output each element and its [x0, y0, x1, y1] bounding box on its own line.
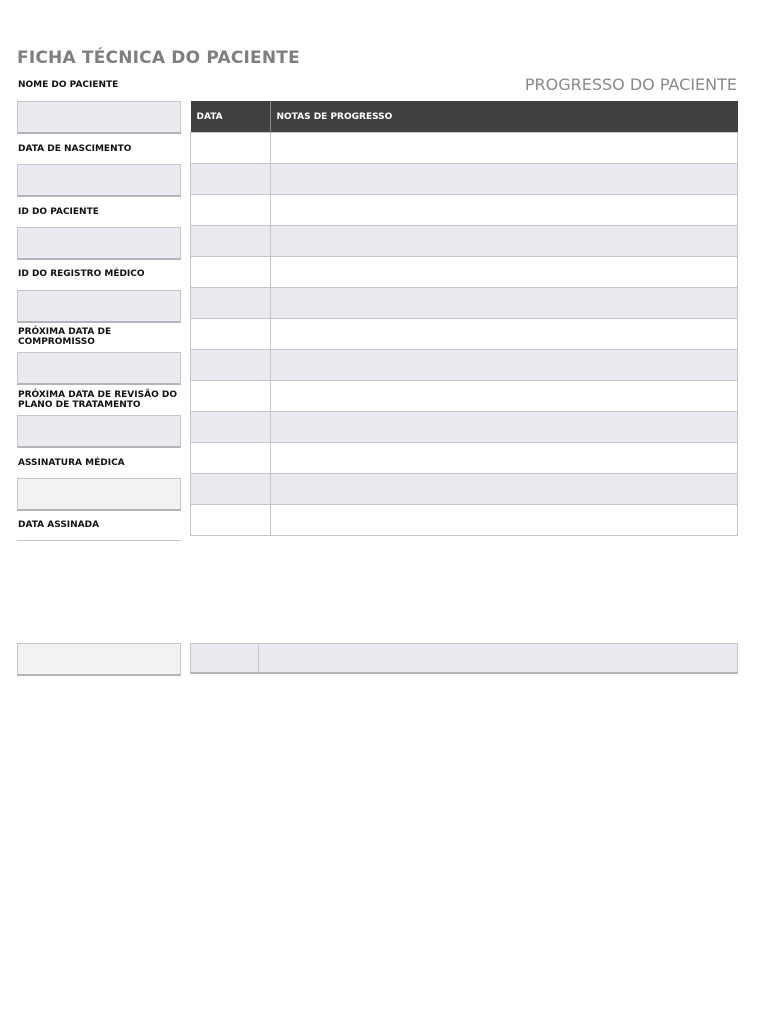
notes-cell[interactable] [270, 133, 738, 164]
notes-cell[interactable] [270, 381, 738, 412]
notes-cell[interactable] [270, 505, 738, 536]
medical-signature-field[interactable] [17, 478, 181, 511]
notes-cell[interactable] [270, 443, 738, 474]
table-row [191, 226, 738, 257]
progress-section-title: PROGRESSO DO PACIENTE [524, 75, 737, 94]
date-cell[interactable] [191, 474, 271, 505]
medical-record-id-field[interactable] [17, 290, 181, 323]
patient-name-field[interactable] [17, 101, 181, 134]
next-appointment-label: PRÓXIMA DATA DE COMPROMISSO [18, 327, 112, 347]
table-row [191, 381, 738, 412]
extra-field[interactable] [17, 643, 181, 676]
next-treatment-review-field[interactable] [17, 415, 181, 448]
signed-date-field[interactable] [17, 540, 181, 541]
table-row [191, 257, 738, 288]
medical-signature-label: ASSINATURA MÉDICA [18, 458, 125, 468]
date-cell[interactable] [191, 195, 271, 226]
date-cell[interactable] [191, 319, 271, 350]
patient-id-label: ID DO PACIENTE [18, 207, 99, 217]
notes-cell[interactable] [259, 644, 738, 674]
date-cell[interactable] [191, 288, 271, 319]
date-cell[interactable] [191, 381, 271, 412]
notes-cell[interactable] [270, 226, 738, 257]
notes-cell[interactable] [270, 164, 738, 195]
table-row [191, 412, 738, 443]
date-cell[interactable] [191, 505, 271, 536]
date-cell[interactable] [191, 133, 271, 164]
notes-cell[interactable] [270, 257, 738, 288]
table-row [191, 288, 738, 319]
table-row [191, 164, 738, 195]
date-cell[interactable] [191, 350, 271, 381]
date-cell[interactable] [191, 257, 271, 288]
birth-date-field[interactable] [17, 164, 181, 197]
table-row [191, 350, 738, 381]
next-appointment-field[interactable] [17, 352, 181, 385]
column-header-notes: NOTAS DE PROGRESSO [270, 101, 738, 133]
progress-table [190, 101, 738, 536]
table-row [191, 195, 738, 226]
table-row [191, 474, 738, 505]
signed-date-label: DATA ASSINADA [18, 520, 100, 530]
date-cell[interactable] [191, 443, 271, 474]
notes-cell[interactable] [270, 319, 738, 350]
notes-cell[interactable] [270, 288, 738, 319]
medical-record-id-label: ID DO REGISTRO MÉDICO [18, 269, 145, 279]
patient-name-label: NOME DO PACIENTE [18, 80, 119, 90]
notes-cell[interactable] [270, 350, 738, 381]
notes-cell[interactable] [270, 412, 738, 443]
table-row [191, 505, 738, 536]
birth-date-label: DATA DE NASCIMENTO [18, 144, 132, 154]
column-header-date: DATA [191, 101, 271, 133]
page-title: FICHA TÉCNICA DO PACIENTE [17, 48, 300, 68]
table-row [191, 133, 738, 164]
table-row [191, 443, 738, 474]
extra-table-row [190, 643, 738, 674]
date-cell[interactable] [191, 412, 271, 443]
notes-cell[interactable] [270, 474, 738, 505]
next-treatment-review-label: PRÓXIMA DATA DE REVISÃO DO PLANO DE TRATAMENTO [18, 390, 177, 410]
table-header-row [191, 101, 738, 133]
date-cell[interactable] [191, 164, 271, 195]
patient-id-field[interactable] [17, 227, 181, 260]
notes-cell[interactable] [270, 195, 738, 226]
date-cell[interactable] [191, 226, 271, 257]
table-row [191, 319, 738, 350]
date-cell[interactable] [191, 644, 259, 674]
